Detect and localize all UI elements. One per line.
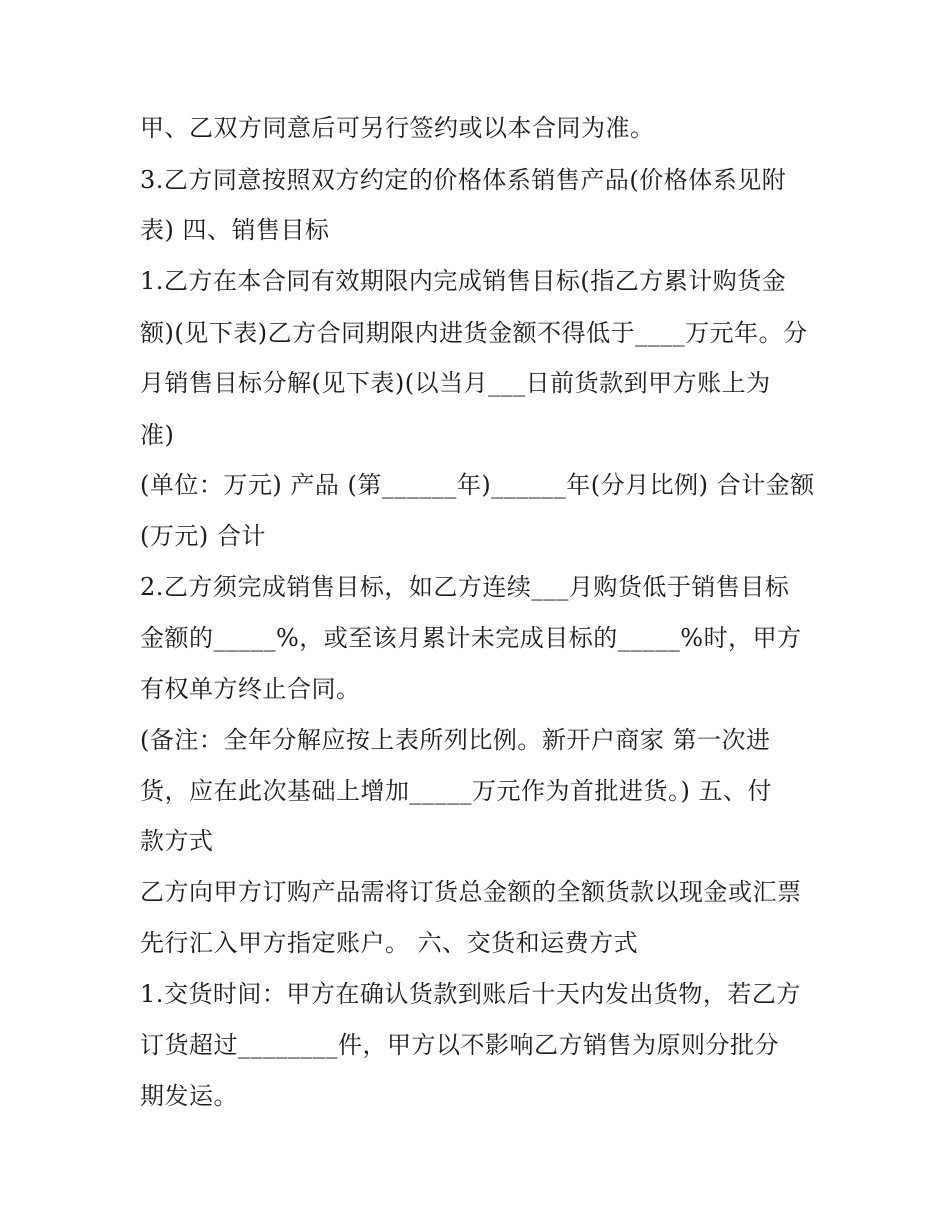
text-line: 2.乙方须完成销售目标，如乙方连续___月购货低于销售目标	[140, 573, 790, 601]
text-line: 订货超过________件，甲方以不影响乙方销售为原则分批分	[140, 1031, 779, 1059]
text-line: 额)(见下表)乙方合同期限内进货金额不得低于____万元年。分	[140, 319, 808, 347]
text-line: (万元) 合计	[140, 522, 266, 550]
text-line: 3.乙方同意按照双方约定的价格体系销售产品(价格体系见附	[140, 166, 787, 194]
text-line: 1.交货时间：甲方在确认货款到账后十天内发出货物，若乙方	[140, 980, 801, 1008]
text-line: 金额的_____%，或至该月累计未完成目标的_____%时，甲方	[140, 624, 802, 652]
text-line: 乙方向甲方订购产品需将订货总金额的全额货款以现金或汇票	[140, 878, 802, 906]
text-line: 月销售目标分解(见下表)(以当月___日前货款到甲方账上为	[140, 369, 771, 397]
text-line: 1.乙方在本合同有效期限内完成销售目标(指乙方累计购货金	[140, 267, 787, 295]
text-line: 准)	[140, 421, 175, 449]
text-line: 表) 四、销售目标	[140, 216, 330, 244]
text-line: 期发运。	[140, 1082, 238, 1110]
text-line: 货，应在此次基础上增加_____万元作为首批进货。) 五、付	[140, 777, 772, 805]
text-line: (单位：万元) 产品 (第______年)______年(分月比例) 合计金额	[140, 471, 815, 499]
text-line: 甲、乙双方同意后可另行签约或以本合同为准。	[140, 114, 655, 142]
text-line: 款方式	[140, 827, 214, 855]
text-line: 先行汇入甲方指定账户。 六、交货和运费方式	[140, 929, 639, 957]
text-line: (备注：全年分解应按上表所列比例。新开户商家 第一次进	[140, 726, 771, 754]
text-line: 有权单方终止合同。	[140, 675, 361, 703]
